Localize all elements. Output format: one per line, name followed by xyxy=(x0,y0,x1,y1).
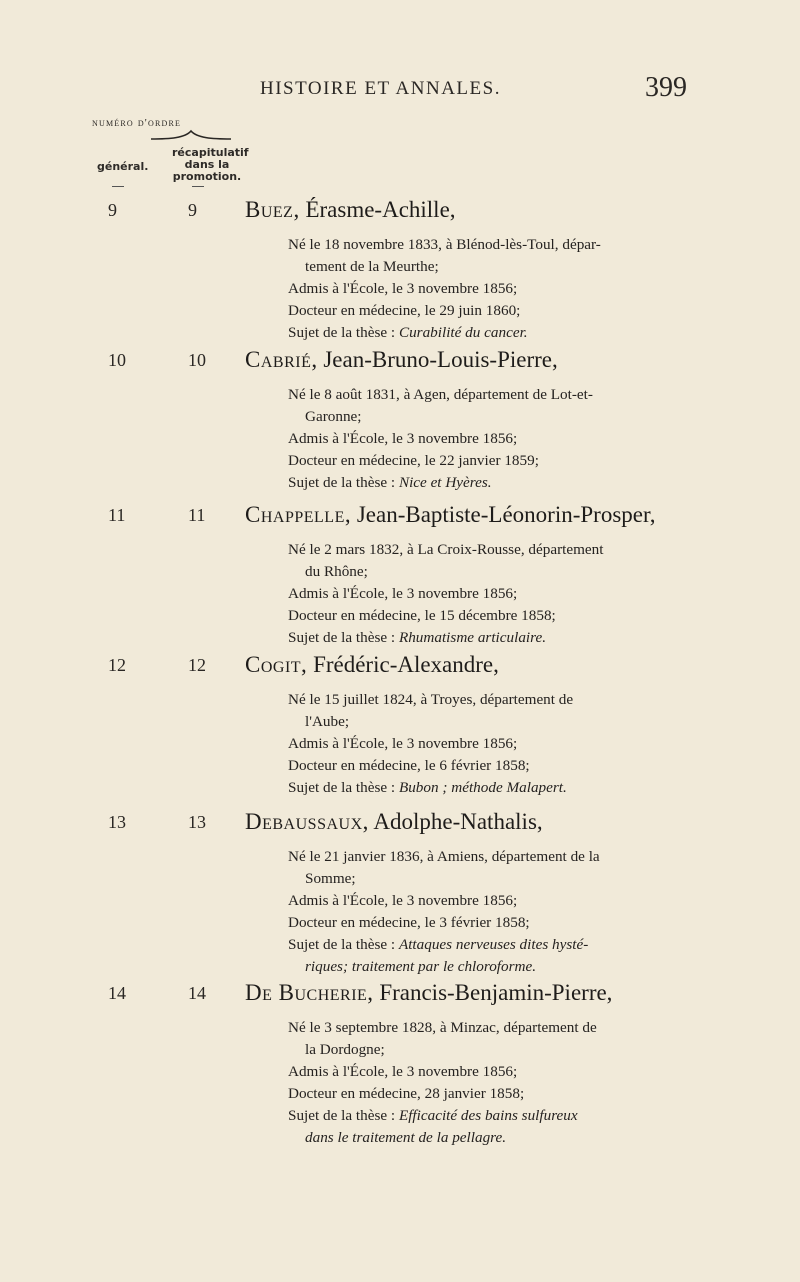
recap-line-3: promotion. xyxy=(172,170,242,183)
general-number: 13 xyxy=(108,812,126,832)
birth-line-cont: Garonne; xyxy=(305,408,362,425)
student-name xyxy=(245,809,543,835)
thesis-label: Sujet de la thèse : xyxy=(288,629,399,646)
birth-line-cont: l'Aube; xyxy=(305,713,350,730)
given-names: Érasme-Achille, xyxy=(305,197,456,222)
general-number: 9 xyxy=(108,200,117,220)
thesis-title: Curabilité du cancer. xyxy=(398,324,528,341)
birth-line-cont: la Dordogne; xyxy=(305,1041,385,1058)
surname: Cabrié, xyxy=(245,347,318,372)
numero-ordre-label: numéro d'ordre xyxy=(92,117,182,129)
surname: Debaussaux, xyxy=(245,809,369,834)
promotion-column-label xyxy=(172,146,249,183)
surname: De Bucherie, xyxy=(245,980,374,1005)
entry-details xyxy=(288,234,728,344)
column-header xyxy=(0,0,260,200)
student-name xyxy=(245,502,655,528)
doctorate-line: Docteur en médecine, le 15 décembre 1858; xyxy=(288,607,556,624)
thesis-title: Rhumatisme articulaire. xyxy=(398,629,547,646)
birth-line: Né le 2 mars 1832, à La Croix-Rousse, département xyxy=(288,541,604,558)
general-number: 12 xyxy=(108,655,126,675)
column-dash xyxy=(192,186,204,187)
admission-line: Admis à l'École, le 3 novembre 1856; xyxy=(288,280,518,297)
thesis-label: Sujet de la thèse : xyxy=(288,1107,399,1124)
thesis-label: Sujet de la thèse : xyxy=(288,474,399,491)
birth-line: Né le 15 juillet 1824, à Troyes, département de xyxy=(288,691,574,708)
thesis-title-cont: riques; traitement par le chloroforme. xyxy=(305,958,537,975)
promotion-number: 12 xyxy=(188,655,206,675)
thesis-title: Attaques nerveuses dites hysté- xyxy=(398,936,589,953)
student-name xyxy=(245,197,456,223)
doctorate-line: Docteur en médecine, le 29 juin 1860; xyxy=(288,302,521,319)
thesis-line xyxy=(288,472,728,494)
given-names: Adolphe-Nathalis, xyxy=(373,809,543,834)
birth-line: Né le 21 janvier 1836, à Amiens, département de la xyxy=(288,848,600,865)
thesis-line xyxy=(288,627,728,649)
entry-details xyxy=(288,539,728,649)
admission-line: Admis à l'École, le 3 novembre 1856; xyxy=(288,735,518,752)
promotion-number: 14 xyxy=(188,983,206,1003)
student-name xyxy=(245,652,499,678)
birth-line: Né le 18 novembre 1833, à Blénod-lès-Toul, dépar- xyxy=(288,236,601,253)
thesis-title: Bubon ; méthode Malapert. xyxy=(398,779,567,796)
recap-line-1: récapitulatif xyxy=(172,146,249,159)
thesis-title-cont: dans le traitement de la pellagre. xyxy=(305,1129,507,1146)
surname: Cogit, xyxy=(245,652,308,677)
promotion-number: 10 xyxy=(188,350,206,370)
birth-line-cont: du Rhône; xyxy=(305,563,368,580)
brace-decoration xyxy=(150,129,232,141)
thesis-line xyxy=(288,934,728,956)
column-dash xyxy=(112,186,124,187)
surname: Buez, xyxy=(245,197,300,222)
thesis-label: Sujet de la thèse : xyxy=(288,936,399,953)
general-number: 11 xyxy=(108,505,126,525)
promotion-number: 9 xyxy=(188,200,197,220)
doctorate-line: Docteur en médecine, 28 janvier 1858; xyxy=(288,1085,525,1102)
admission-line: Admis à l'École, le 3 novembre 1856; xyxy=(288,430,518,447)
general-column-label: général. xyxy=(97,160,149,173)
doctorate-line: Docteur en médecine, le 22 janvier 1859; xyxy=(288,452,539,469)
running-title: HISTOIRE ET ANNALES. xyxy=(260,78,501,99)
thesis-title: Nice et Hyères. xyxy=(398,474,492,491)
general-number: 14 xyxy=(108,983,126,1003)
admission-line: Admis à l'École, le 3 novembre 1856; xyxy=(288,1063,518,1080)
surname: Chappelle, xyxy=(245,502,352,527)
promotion-number: 13 xyxy=(188,812,206,832)
doctorate-line: Docteur en médecine, le 6 février 1858; xyxy=(288,757,530,774)
entry-details xyxy=(288,846,728,978)
thesis-label: Sujet de la thèse : xyxy=(288,324,399,341)
birth-line-cont: tement de la Meurthe; xyxy=(305,258,439,275)
admission-line: Admis à l'École, le 3 novembre 1856; xyxy=(288,892,518,909)
thesis-line xyxy=(288,322,728,344)
entry-details xyxy=(288,1017,728,1149)
page-number: 399 xyxy=(645,72,687,103)
general-number: 10 xyxy=(108,350,126,370)
doctorate-line: Docteur en médecine, le 3 février 1858; xyxy=(288,914,530,931)
promotion-number: 11 xyxy=(188,505,206,525)
student-name xyxy=(245,980,612,1006)
entry-details xyxy=(288,384,728,494)
thesis-line xyxy=(288,1105,728,1127)
thesis-title: Efficacité des bains sulfureux xyxy=(398,1107,578,1124)
birth-line: Né le 8 août 1831, à Agen, département de Lot-et- xyxy=(288,386,593,403)
birth-line: Né le 3 septembre 1828, à Minzac, département de xyxy=(288,1019,597,1036)
given-names: Frédéric-Alexandre, xyxy=(313,652,499,677)
admission-line: Admis à l'École, le 3 novembre 1856; xyxy=(288,585,518,602)
student-name xyxy=(245,347,558,373)
birth-line-cont: Somme; xyxy=(305,870,356,887)
given-names: Jean-Bruno-Louis-Pierre, xyxy=(323,347,558,372)
thesis-label: Sujet de la thèse : xyxy=(288,779,399,796)
given-names: Francis-Benjamin-Pierre, xyxy=(379,980,613,1005)
given-names: Jean-Baptiste-Léonorin-Prosper, xyxy=(356,502,656,527)
recap-line-2: dans la xyxy=(184,158,230,171)
entry-details xyxy=(288,689,728,799)
thesis-line xyxy=(288,777,728,799)
